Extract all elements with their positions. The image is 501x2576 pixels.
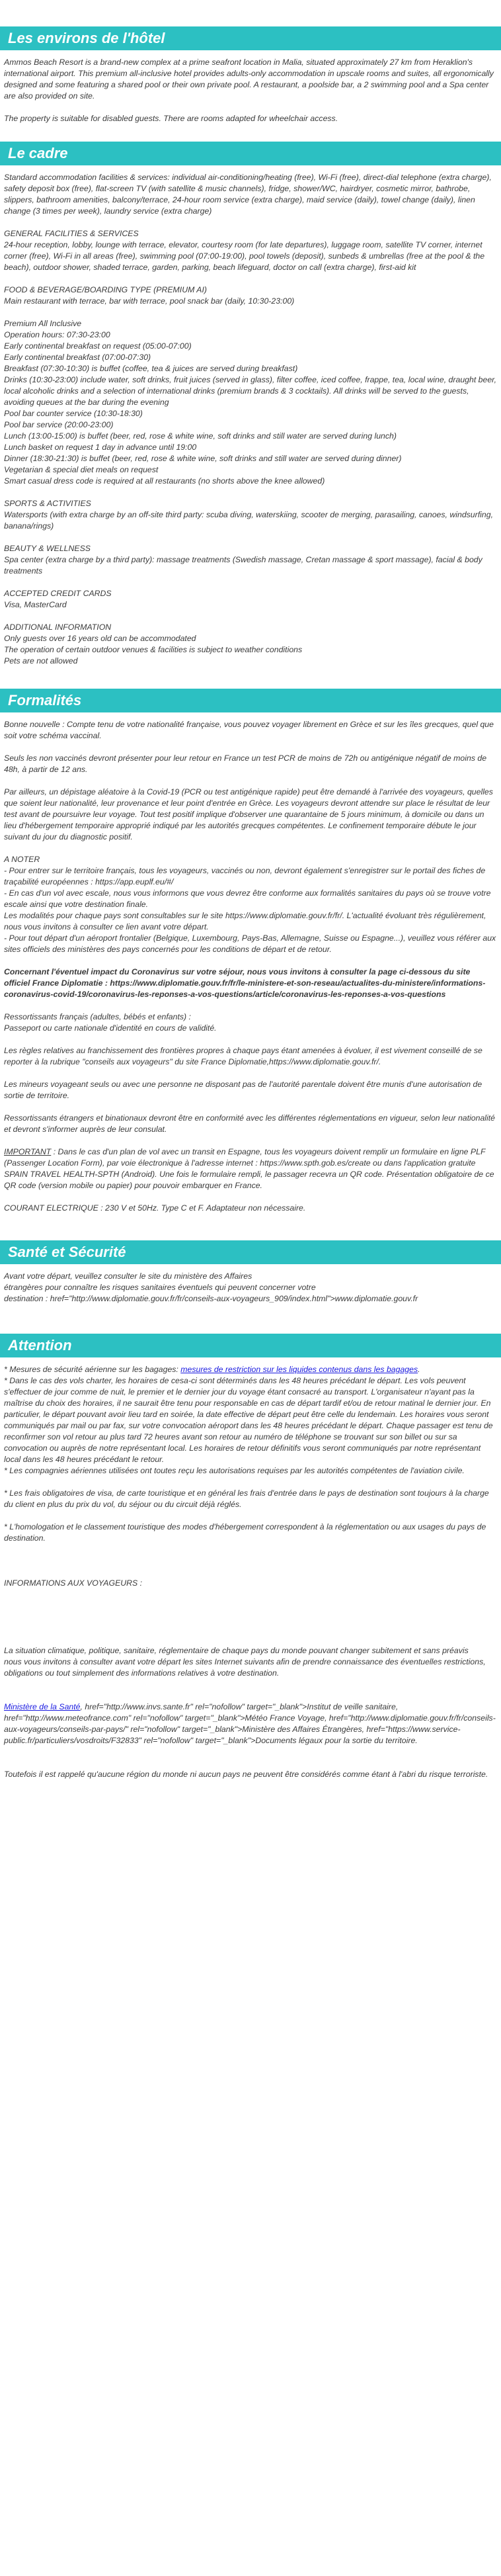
text-line: Avant votre départ, veuillez consulter le site du ministère des Affaires <box>4 1271 252 1281</box>
text-line: Standard accommodation facilities & services: individual air-conditioning/heating (free), Wi-Fi (free), direct-dial telephone (extra charge), safety deposit box (free), flat-screen TV (with satellite & music channels), fridge, shower/WC, hairdryer, cosmetic mirror, bathrobe, slippers, bathroom amenities, balcony/terrace, 24-hour room service (extra charge), maid service (daily), towel change (daily), linen change (3 times per week), laundry service (extra charge) <box>4 173 492 216</box>
text-line: Main restaurant with terrace, bar with terrace, pool snack bar (daily, 10:30-23:00) <box>4 296 295 306</box>
text-line: La situation climatique, politique, sanitaire, réglementaire de chaque pays du monde pouvant changer subitement et sans préavis <box>4 1646 469 1655</box>
environs-paragraph: Ammos Beach Resort is a brand-new complex at a prime seafront location in Malia, situated approximately 27 km from Heraklion's international airport. This premium all-inclusive hotel provides adults-only accommodation in upscale rooms and suites, all ergonomically designed and some featuring a shared pool or their own private pool. A restaurant, a poolside bar, a 2 swimming pool and a Spa center are also provided on site. <box>4 58 494 101</box>
text-line: GENERAL FACILITIES & SERVICES <box>4 229 139 238</box>
text-line: Lunch (13:00-15:00) is buffet (beer, red, rose & white wine, soft drinks and still water are served during lunch) <box>4 431 397 441</box>
text-line: ACCEPTED CREDIT CARDS <box>4 589 112 598</box>
section-title-environs: Les environs de l'hôtel <box>0 26 501 50</box>
section-sante <box>0 1240 501 1305</box>
section-formalites <box>0 689 501 1214</box>
formalites-coronavirus: Concernant l'éventuel impact du Coronavirus sur votre séjour, nous vous invitons à consulter la page ci-dessous du site officiel France Diplomatie : https://www.diplomatie.gouv.fr/fr/le-ministere-et-son-reseau/actualites-du-ministere/informations-coronavirus-covid-19/coronavirus-les-reponses-a-vos-questions/article/coronavirus-les-reponses-a-vos-questions <box>4 967 486 999</box>
text-line: Drinks (10:30-23:00) include water, soft drinks, fruit juices (served in glass), filter coffee, iced coffee, frappe, tea, local wine, draught beer, local alcoholic drinks and a selection of international drinks (premium brands & 3 cocktails). All drinks will be served to the guests, avoiding queues at the bar during the evening <box>4 375 497 407</box>
ministere-sante-link[interactable]: Ministère de la Santé <box>4 1702 81 1711</box>
text-line: A NOTER <box>4 855 40 864</box>
text-line: 24-hour reception, lobby, lounge with terrace, elevator, courtesy room (for late departures), luggage room, satellite TV corner, internet corner (free), Wi-Fi in all areas (free), swimming pool (07:00-19:00), pool towels (deposit), sunbeds & umbrellas (free at the pool & the beach), outdoor shower, shaded terrace, garden, parking, beach lifeguard, doctor on call (extra charge), first-aid kit <box>4 240 485 272</box>
important-text: : Dans le cas d'un plan de vol avec un transit en Espagne, tous les voyageurs doivent remplir un formulaire en ligne PLF (Passenger Location Form), par voie électronique à l'adresse internet : https://www.spth.gob.es/create ou dans l'application gratuite SPAIN TRAVEL HEALTH-SPTH (Android). Une fois le formulaire rempli, le passager recevra un QR code. Présentation obligatoire de ce QR code (version mobile ou papier) pour pouvoir embarquer en France. <box>4 1147 494 1190</box>
text-line: Breakfast (07:30-10:30) is buffet (coffee, tea & juices are served during breakfast) <box>4 364 298 373</box>
text-line: Pool bar service (20:00-23:00) <box>4 420 114 429</box>
a1-prefix: * Mesures de sécurité aérienne sur les bagages: <box>4 1365 181 1374</box>
text-line: Pets are not allowed <box>4 656 78 665</box>
text-line <box>4 577 497 588</box>
attention-a6: INFORMATIONS AUX VOYAGEURS : <box>4 1578 143 1588</box>
text-line: Early continental breakfast on request (05:00-07:00) <box>4 341 192 351</box>
text-line: BEAUTY & WELLNESS <box>4 544 91 553</box>
section-cadre <box>0 142 501 667</box>
text-line: Passeport ou carte nationale d'identité en cours de validité. <box>4 1023 217 1033</box>
text-line: FOOD & BEVERAGE/BOARDING TYPE (PREMIUM AI) <box>4 285 208 294</box>
text-line <box>4 611 497 622</box>
text-line: - Pour tout départ d'un aéroport frontalier (Belgique, Luxembourg, Pays-Bas, Allemagne, Suisse ou Espagne...), veuillez vous référer aux sites officiels des ministères des pays concernés pour les conditions de départ et de retour. <box>4 933 496 954</box>
attention-a1 <box>4 1364 497 1375</box>
text-line: Dinner (18:30-21:30) is buffet (beer, red, rose & white wine, soft drinks and still water are served during dinner) <box>4 454 402 463</box>
text-line: Smart casual dress code is required at all restaurants (no shorts above the knee allowed) <box>4 476 325 486</box>
a8-rest: , href="http://www.invs.sante.fr" rel="nofollow" target="_blank">Institut de veille sanitaire, href="http://www.meteofrance.com" rel="nofollow" target="_blank">Météo France Voyage, href="http://www.diplomatie.gouv.fr/fr/conseils-aux-voyageurs/conseils-par-pays/" rel="nofollow" target="_blank">Ministère des Affaires Étrangères, href="https://www.service-public.fr/particuliers/vosdroits/F32833" rel="nofollow" target="_blank">Documents légaux pour la sortie du territoire. <box>4 1702 496 1745</box>
attention-a2: * Dans le cas des vols charter, les horaires de cesa-ci sont déterminés dans les 48 heures précédant le départ. Les vols peuvent s'effectuer de jour comme de nuit, le premier et le dernier jour du voyage étant consacré au transport. L'organisateur n'ayant pas la maîtrise du choix des horaires, il ne saurait être tenu pour responsable en cas de départ tardif et/ou de retour matinal le dernier jour. En particulier, le départ pouvant avoir lieu tard en soirée, la date effective de départ peut être celle du lendemain. Les horaires vous seront communiqués par mail ou par fax, sur votre convocation aéroport dans les 48 heures précédant le départ. Chaque passager est tenu de reconfirmer son vol retour au plus tard 72 heures avant son retour au numéro de téléphone se trouvant sur son billet ou sur sa convocation ou auprès de notre représentant local. Les horaires de retour définitifs vous seront communiqués par notre représentant local dans les 48 heures précédant le retour. <box>4 1376 493 1464</box>
text-line: destination : href="http://www.diplomatie.gouv.fr/fr/conseils-aux-voyageurs_909/index.html">www.diplomatie.gouv.fr <box>4 1294 418 1303</box>
attention-a4: * Les frais obligatoires de visa, de carte touristique et en général les frais d'entrée dans le pays de destination sont toujours à la charge du client en plus du prix du vol, du séjour ou du circuit déjà réglés. <box>4 1488 489 1509</box>
text-line: Spa center (extra charge by a third party): massage treatments (Swedish massage, Cretan massage & sport massage), facial & body treatments <box>4 555 482 576</box>
text-line: Only guests over 16 years old can be accommodated <box>4 634 196 643</box>
text-line <box>4 487 497 498</box>
attention-a8 <box>4 1701 497 1746</box>
formalites-p3: Par ailleurs, un dépistage aléatoire à la Covid-19 (PCR ou test antigénique rapide) peut être demandé à l'arrivée des voyageurs, quelles que soient leur nationalité, leur provenance et leur point d'entrée en Grèce. Les voyageurs devront attendre sur place le résultat de leur test avant de poursuivre leur voyage. Tout test positif implique d'observer une quarantaine de 5 jours minimum, à domicile ou dans un lieu d'hébergement temporaire approprié indiqué par les autorités grecques compétentes. Le confinement temporaire débute le jour suivant du jour du diagnostic positif. <box>4 787 493 841</box>
formalites-a-noter <box>4 854 497 955</box>
text-line <box>4 273 497 284</box>
text-line: Early continental breakfast (07:00-07:30) <box>4 353 151 362</box>
section-title-formalites: Formalités <box>0 689 501 712</box>
formalites-courant: COURANT ELECTRIQUE : 230 V et 50Hz. Type C et F. Adaptateur non nécessaire. <box>4 1203 306 1213</box>
section-title-sante: Santé et Sécurité <box>0 1240 501 1264</box>
text-line: Les modalités pour chaque pays sont consultables sur le site https://www.diplomatie.gouv.fr/fr/. L'actualité évoluant très régulièrement, nous vous invitons à consulter ce lien avant votre départ. <box>4 911 486 931</box>
attention-a5: * L'homologation et le classement touristique des modes d'hébergement correspondent à la réglementation ou aux usages du pays de destination. <box>4 1522 486 1543</box>
text-line: Operation hours: 07:30-23:00 <box>4 330 110 339</box>
liquids-restriction-link[interactable]: mesures de restriction sur les liquides contenus dans les bagages <box>180 1365 418 1374</box>
formalites-p9: Ressortissants étrangers et binationaux devront être en conformité avec les différentes réglementations en vigueur, selon leur nationalité et devront s'informer auprès de leur consulat. <box>4 1113 496 1134</box>
text-line: Premium All Inclusive <box>4 319 82 328</box>
attention-a3: * Les compagnies aériennes utilisées ont toutes reçu les autorisations requises par les autorités compétentes de l'aviation civile. <box>4 1466 465 1475</box>
text-line: Lunch basket on request 1 day in advance until 19:00 <box>4 443 197 452</box>
text-line <box>4 307 497 318</box>
section-title-attention: Attention <box>0 1334 501 1357</box>
environs-accessibility: The property is suitable for disabled guests. There are rooms adapted for wheelchair access. <box>4 114 338 123</box>
formalites-ressortissants <box>4 1011 497 1034</box>
text-line: nous vous invitons à consulter avant votre départ les sites Internet suivants afin de prendre connaissance des éventuelles restrictions, obligations ou tout simplement des informations relatives à votre destination. <box>4 1657 486 1678</box>
text-line: ADDITIONAL INFORMATION <box>4 623 112 632</box>
attention-a7 <box>4 1645 497 1679</box>
text-line <box>4 217 497 228</box>
section-attention <box>0 1334 501 1780</box>
cadre-body <box>0 172 501 667</box>
text-line: Vegetarian & special diet meals on request <box>4 465 159 474</box>
text-line: - En cas d'un vol avec escale, nous vous informons que vous devrez être conforme aux formalités sanitaires du pays où se trouve votre escale ainsi que votre destination finale. <box>4 888 491 909</box>
a1-suffix: . <box>418 1365 420 1374</box>
text-line: - Pour entrer sur le territoire français, tous les voyageurs, vaccinés ou non, devront également s'enregistrer sur le portail des fiches de traçabilité européennes : https://app.euplf.eu/#/ <box>4 866 486 886</box>
attention-a9: Toutefois il est rappelé qu'aucune région du monde ni aucun pays ne peuvent être considérés comme étant à l'abri du risque terroriste. <box>4 1770 488 1779</box>
formalites-p8: Les mineurs voyageant seuls ou avec une personne ne disposant pas de l'autorité parentale doivent être munis d'une autorisation de sortie de territoire. <box>4 1080 482 1100</box>
text-line: étrangères pour connaître les risques sanitaires éventuels qui peuvent concerner votre <box>4 1283 316 1292</box>
text-line: Visa, MasterCard <box>4 600 67 609</box>
text-line <box>4 532 497 543</box>
formalites-p2: Seuls les non vaccinés devront présenter pour leur retour en France un test PCR de moins de 72h ou antigénique négatif de moins de 48h, à partir de 12 ans. <box>4 753 487 774</box>
formalites-p1: Bonne nouvelle : Compte tenu de votre nationalité française, vous pouvez voyager librement en Grèce et sur les îles grecques, quel que soit votre schéma vaccinal. <box>4 720 494 740</box>
text-line: Pool bar counter service (10:30-18:30) <box>4 409 143 418</box>
text-line: Ressortissants français (adultes, bébés et enfants) : <box>4 1012 191 1021</box>
section-title-cadre: Le cadre <box>0 142 501 165</box>
text-line: Watersports (with extra charge by an off-site third party: scuba diving, waterskiing, scooter de merging, parasailing, canoes, windsurfing, banana/rings) <box>4 510 493 531</box>
section-environs <box>0 26 501 124</box>
formalites-p7: Les règles relatives au franchissement des frontières propres à chaque pays étant amenées à évoluer, il est vivement conseillé de se reporter à la rubrique "conseils aux voyageurs" du site France Diplomatie,https://www.diplomatie.gouv.fr/. <box>4 1046 482 1066</box>
formalites-important <box>4 1146 497 1191</box>
text-line: The operation of certain outdoor venues & facilities is subject to weather conditions <box>4 645 303 654</box>
text-line: SPORTS & ACTIVITIES <box>4 499 91 508</box>
important-label: IMPORTANT <box>4 1147 52 1156</box>
sante-body <box>0 1271 501 1305</box>
